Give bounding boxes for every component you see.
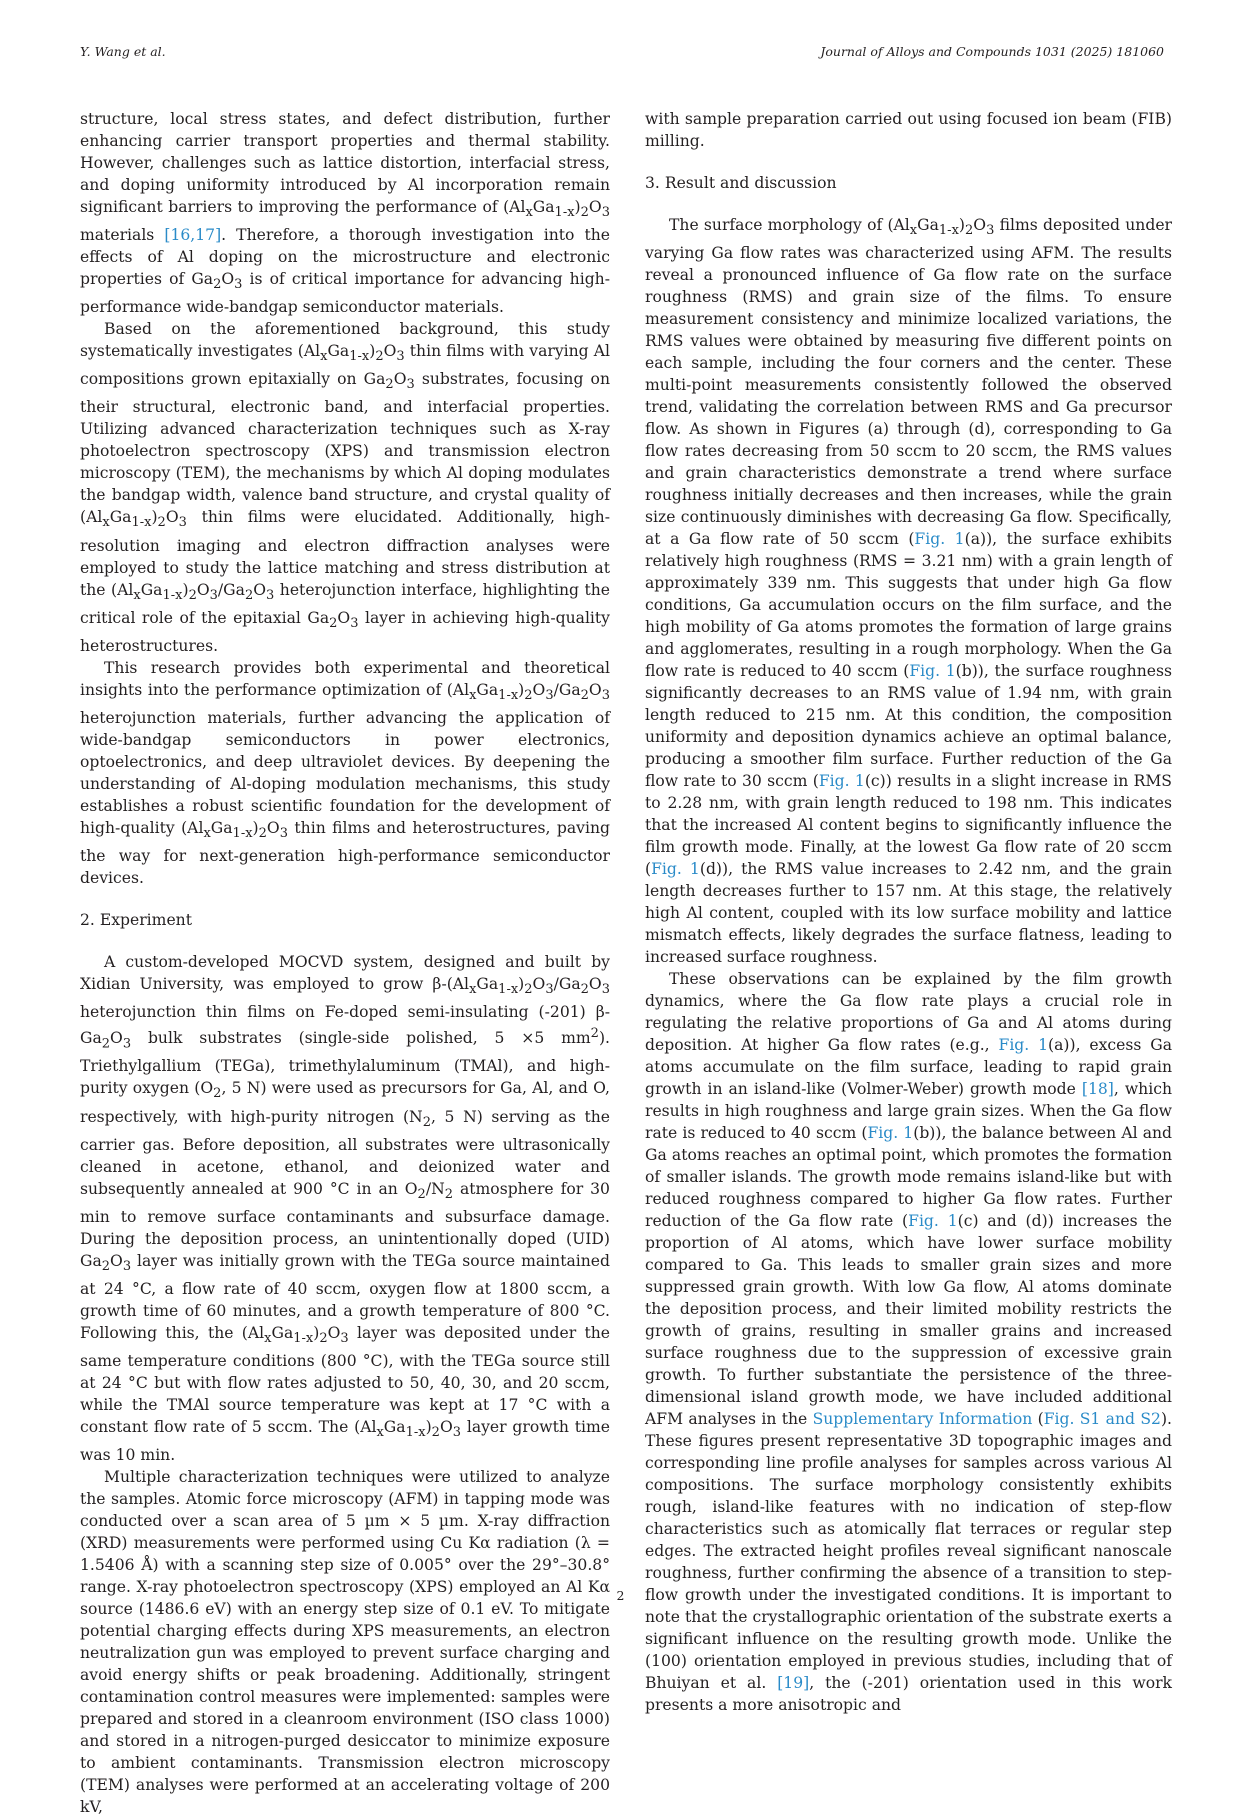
figure-link[interactable]: Fig. 1 — [908, 1212, 958, 1231]
paragraph: structure, local stress states, and defect distribution, further enhancing carrier transport properties and thermal stability. However, challenges such as lattice distortion, interfacial stress, and doping uniformity introduced by Al incorporation remain significant barriers to improving the performance of $(Al_xGa_{1-x})_2O_3$ materials [16,17]. Therefore, a thorough investigation into the effects of Al doping on the microstructure and electronic properties of $Ga_2O_3$ is of critical importance for advancing high-performance wide-bandgap semiconductor materials. — [80, 110, 610, 317]
figure-link[interactable]: Fig. 1 — [998, 1036, 1049, 1055]
running-header-authors: Y. Wang et al. — [80, 44, 166, 59]
figure-link[interactable]: Fig. 1 — [651, 860, 700, 879]
right-column — [645, 108, 1172, 1716]
figure-link[interactable]: Fig. S1 and S2 — [1043, 1410, 1161, 1429]
paragraph: Multiple characterization techniques were utilized to analyze the samples. Atomic force microscopy (AFM) in tapping mode was conducted over a scan area of 5 µm × 5 µm. X-ray diffraction (XRD) measurements were performed using Cu Kα radiation (λ = 1.5406 Å) with a scanning step size of 0.005° over the 29°–30.8° range. X-ray photoelectron spectroscopy (XPS) employed an Al Kα source (1486.6 eV) with an energy step size of 0.1 eV. To mitigate potential charging effects during XPS measurements, an electron neutralization gun was employed to prevent surface charging and avoid energy shifts or peak broadening. Additionally, stringent contamination control measures were implemented: samples were prepared and stored in a cleanroom environment (ISO class 1000) and stored in a nitrogen-purged desiccator to minimize exposure to ambient contaminants. Transmission electron microscopy (TEM) analyses were performed at an accelerating voltage of 200 kV, — [80, 1468, 610, 1817]
running-header-journal: Journal of Alloys and Compounds 1031 (2025) 181060 — [820, 44, 1164, 59]
page-number: 2 — [616, 1588, 625, 1603]
paragraph: These observations can be explained by the film growth dynamics, where the Ga flow rate plays a crucial role in regulating the relative proportions of Ga and Al atoms during deposition. At higher Ga flow rates (e.g., Fig. 1(a)), excess Ga atoms accumulate on the film surface, leading to rapid grain growth in an island-like (Volmer-Weber) growth mode [18], which results in high roughness and large grain sizes. When the Ga flow rate is reduced to 40 sccm (Fig. 1(b)), the balance between Al and Ga atoms reaches an optimal point, which promotes the formation of smaller islands. The growth mode remains island-like but with reduced roughness compared to higher Ga flow rates. Further reduction of the Ga flow rate (Fig. 1(c) and (d)) increases the proportion of Al atoms, which have lower surface mobility compared to Ga. This leads to smaller grain sizes and more suppressed grain growth. With low Ga flow, Al atoms dominate the deposition process, and their limited mobility restricts the growth of grains, resulting in smaller grains and increased surface roughness due to the suppression of excessive grain growth. To further substantiate the persistence of the three-dimensional island growth mode, we have included additional AFM analyses in the Supplementary Information (Fig. S1 and S2). These figures present representative 3D topographic images and corresponding line profile analyses for samples across various Al compositions. The surface morphology consistently exhibits rough, island-like features with no indication of step-flow characteristics such as atomically flat terraces or regular step edges. The extracted height profiles reveal significant nanoscale roughness, further confirming the absence of a transition to step-flow growth under the investigated conditions. It is important to note that the crystallographic orientation of the substrate exerts a significant influence on the resulting growth mode. Unlike the (100) orientation employed in previous studies, including that of Bhuiyan et al. [19], the (-201) orientation used in this work presents a more anisotropic and — [645, 970, 1173, 1715]
figure-link[interactable]: Fig. 1 — [914, 530, 965, 549]
section-heading-experiment: 2. Experiment — [80, 910, 192, 929]
paragraph: The surface morphology of $(Al_xGa_{1-x})_2O_3$ films deposited under varying Ga flow rates was characterized using AFM. The results reveal a pronounced influence of Ga flow rate on the surface roughness (RMS) and grain size of the films. To ensure measurement consistency and minimize localized variations, the RMS values were obtained by measuring five different points on each sample, including the four corners and the center. These multi-point measurements consistently followed the observed trend, validating the correlation between RMS and Ga precursor flow. As shown in Figures (a) through (d), corresponding to Ga flow rates decreasing from 50 sccm to 20 sccm, the RMS values and grain characteristics demonstrate a trend where surface roughness initially decreases and then increases, while the grain size continuously diminishes with decreasing Ga flow. Specifically, at a Ga flow rate of 50 sccm (Fig. 1(a)), the surface exhibits relatively high roughness (RMS = 3.21 nm) with a grain length of approximately 339 nm. This suggests that under high Ga flow conditions, Ga accumulation occurs on the film surface, and the high mobility of Ga atoms promotes the formation of large grains and agglomerates, resulting in a rough morphology. When the Ga flow rate is reduced to 40 sccm (Fig. 1(b)), the surface roughness significantly decreases to an RMS value of 1.94 nm, with grain length reduced to 215 nm. At this condition, the composition uniformity and deposition dynamics achieve an optimal balance, producing a smoother film surface. Further reduction of the Ga flow rate to 30 sccm (Fig. 1(c)) results in a slight increase in RMS to 2.28 nm, with grain length reduced to 198 nm. This indicates that the increased Al content begins to significantly influence the film growth mode. Finally, at the lowest Ga flow rate of 20 sccm (Fig. 1(d)), the RMS value increases to 2.42 nm, and the grain length decreases further to 157 nm. At this stage, the relatively high Al content, coupled with its low surface mobility and lattice mismatch effects, likely degrades the surface flatness, leading to increased surface roughness. — [645, 216, 1173, 967]
section-heading-results: 3. Result and discussion — [645, 174, 837, 192]
figure-link[interactable]: Fig. 1 — [909, 662, 956, 681]
paragraph: This research provides both experimental and theoretical insights into the performance optimization of $(Al_xGa_{1-x})_2O_3/Ga_2O_3$ heterojunction materials, further advancing the application of wide-bandgap semiconductors in power electronics, optoelectronics, and deep ultraviolet devices. By deepening the understanding of Al-doping modulation mechanisms, this study establishes a robust scientific foundation for the development of high-quality $(Al_xGa_{1-x})_2O_3$ thin films and heterostructures, paving the way for next-generation high-performance semiconductor devices. — [80, 658, 610, 887]
left-column — [80, 108, 610, 1818]
supplementary-link[interactable]: Supplementary Information — [812, 1410, 1033, 1429]
paragraph: Based on the aforementioned background, this study systematically investigates $(Al_xGa_{1-x})_2O_3$ thin films with varying Al compositions grown epitaxially on $Ga_2O_3$ substrates, focusing on their structural, electronic band, and interfacial properties. Utilizing advanced characterization techniques such as X-ray photoelectron spectroscopy (XPS) and transmission electron microscopy (TEM), the mechanisms by which Al doping modulates the bandgap width, valence band structure, and crystal quality of $(Al_xGa_{1-x})_2O_3$ thin films were elucidated. Additionally, high-resolution imaging and electron diffraction analyses were employed to study the lattice matching and stress distribution at the $(Al_xGa_{1-x})_2O_3/Ga_2O_3$ heterojunction interface, highlighting the critical role of the epitaxial $Ga_2O_3$ layer in achieving high-quality heterostructures. — [80, 320, 610, 655]
paragraph: with sample preparation carried out using focused ion beam (FIB) milling. — [645, 110, 1172, 150]
reference-link[interactable]: [18] — [1081, 1080, 1114, 1099]
reference-link[interactable]: [16,17] — [164, 226, 222, 245]
figure-link[interactable]: Fig. 1 — [867, 1124, 914, 1143]
reference-link[interactable]: [19] — [777, 1674, 810, 1693]
paragraph: A custom-developed MOCVD system, designed and built by Xidian University, was employed to grow $\beta-(Al_xGa_{1-x})_2O_3/Ga_2O_3$ heterojunction thin films on Fe-doped semi-insulating (-201) $\beta-Ga_2O_3$ bulk substrates (single-side polished, 5 ×5 $mm^2$). Triethylgallium (TEGa), trimethylaluminum (TMAl), and high-purity oxygen ($O_2$, 5 N) were used as precursors for Ga, Al, and O, respectively, with high-purity nitrogen ($N_2$, 5 N) serving as the carrier gas. Before deposition, all substrates were ultrasonically cleaned in acetone, ethanol, and deionized water and subsequently annealed at 900 °C in an $O_2/N_2$ atmosphere for 30 min to remove surface contaminants and subsurface damage. During the deposition process, an unintentionally doped (UID) $Ga_2O_3$ layer was initially grown with the TEGa source maintained at 24 °C, a flow rate of 40 sccm, oxygen flow at 1800 sccm, a growth time of 60 minutes, and a growth temperature of 800 °C. Following this, the $(Al_xGa_{1-x})_2O_3$ layer was deposited under the same temperature conditions (800 °C), with the TEGa source still at 24 °C but with flow rates adjusted to 50, 40, 30, and 20 sccm, while the TMAl source temperature was kept at 17 °C with a constant flow rate of 5 sccm. The $(Al_xGa_{1-x})_2O_3$ layer growth time was 10 min. — [80, 952, 611, 1465]
figure-link[interactable]: Fig. 1 — [818, 772, 865, 791]
